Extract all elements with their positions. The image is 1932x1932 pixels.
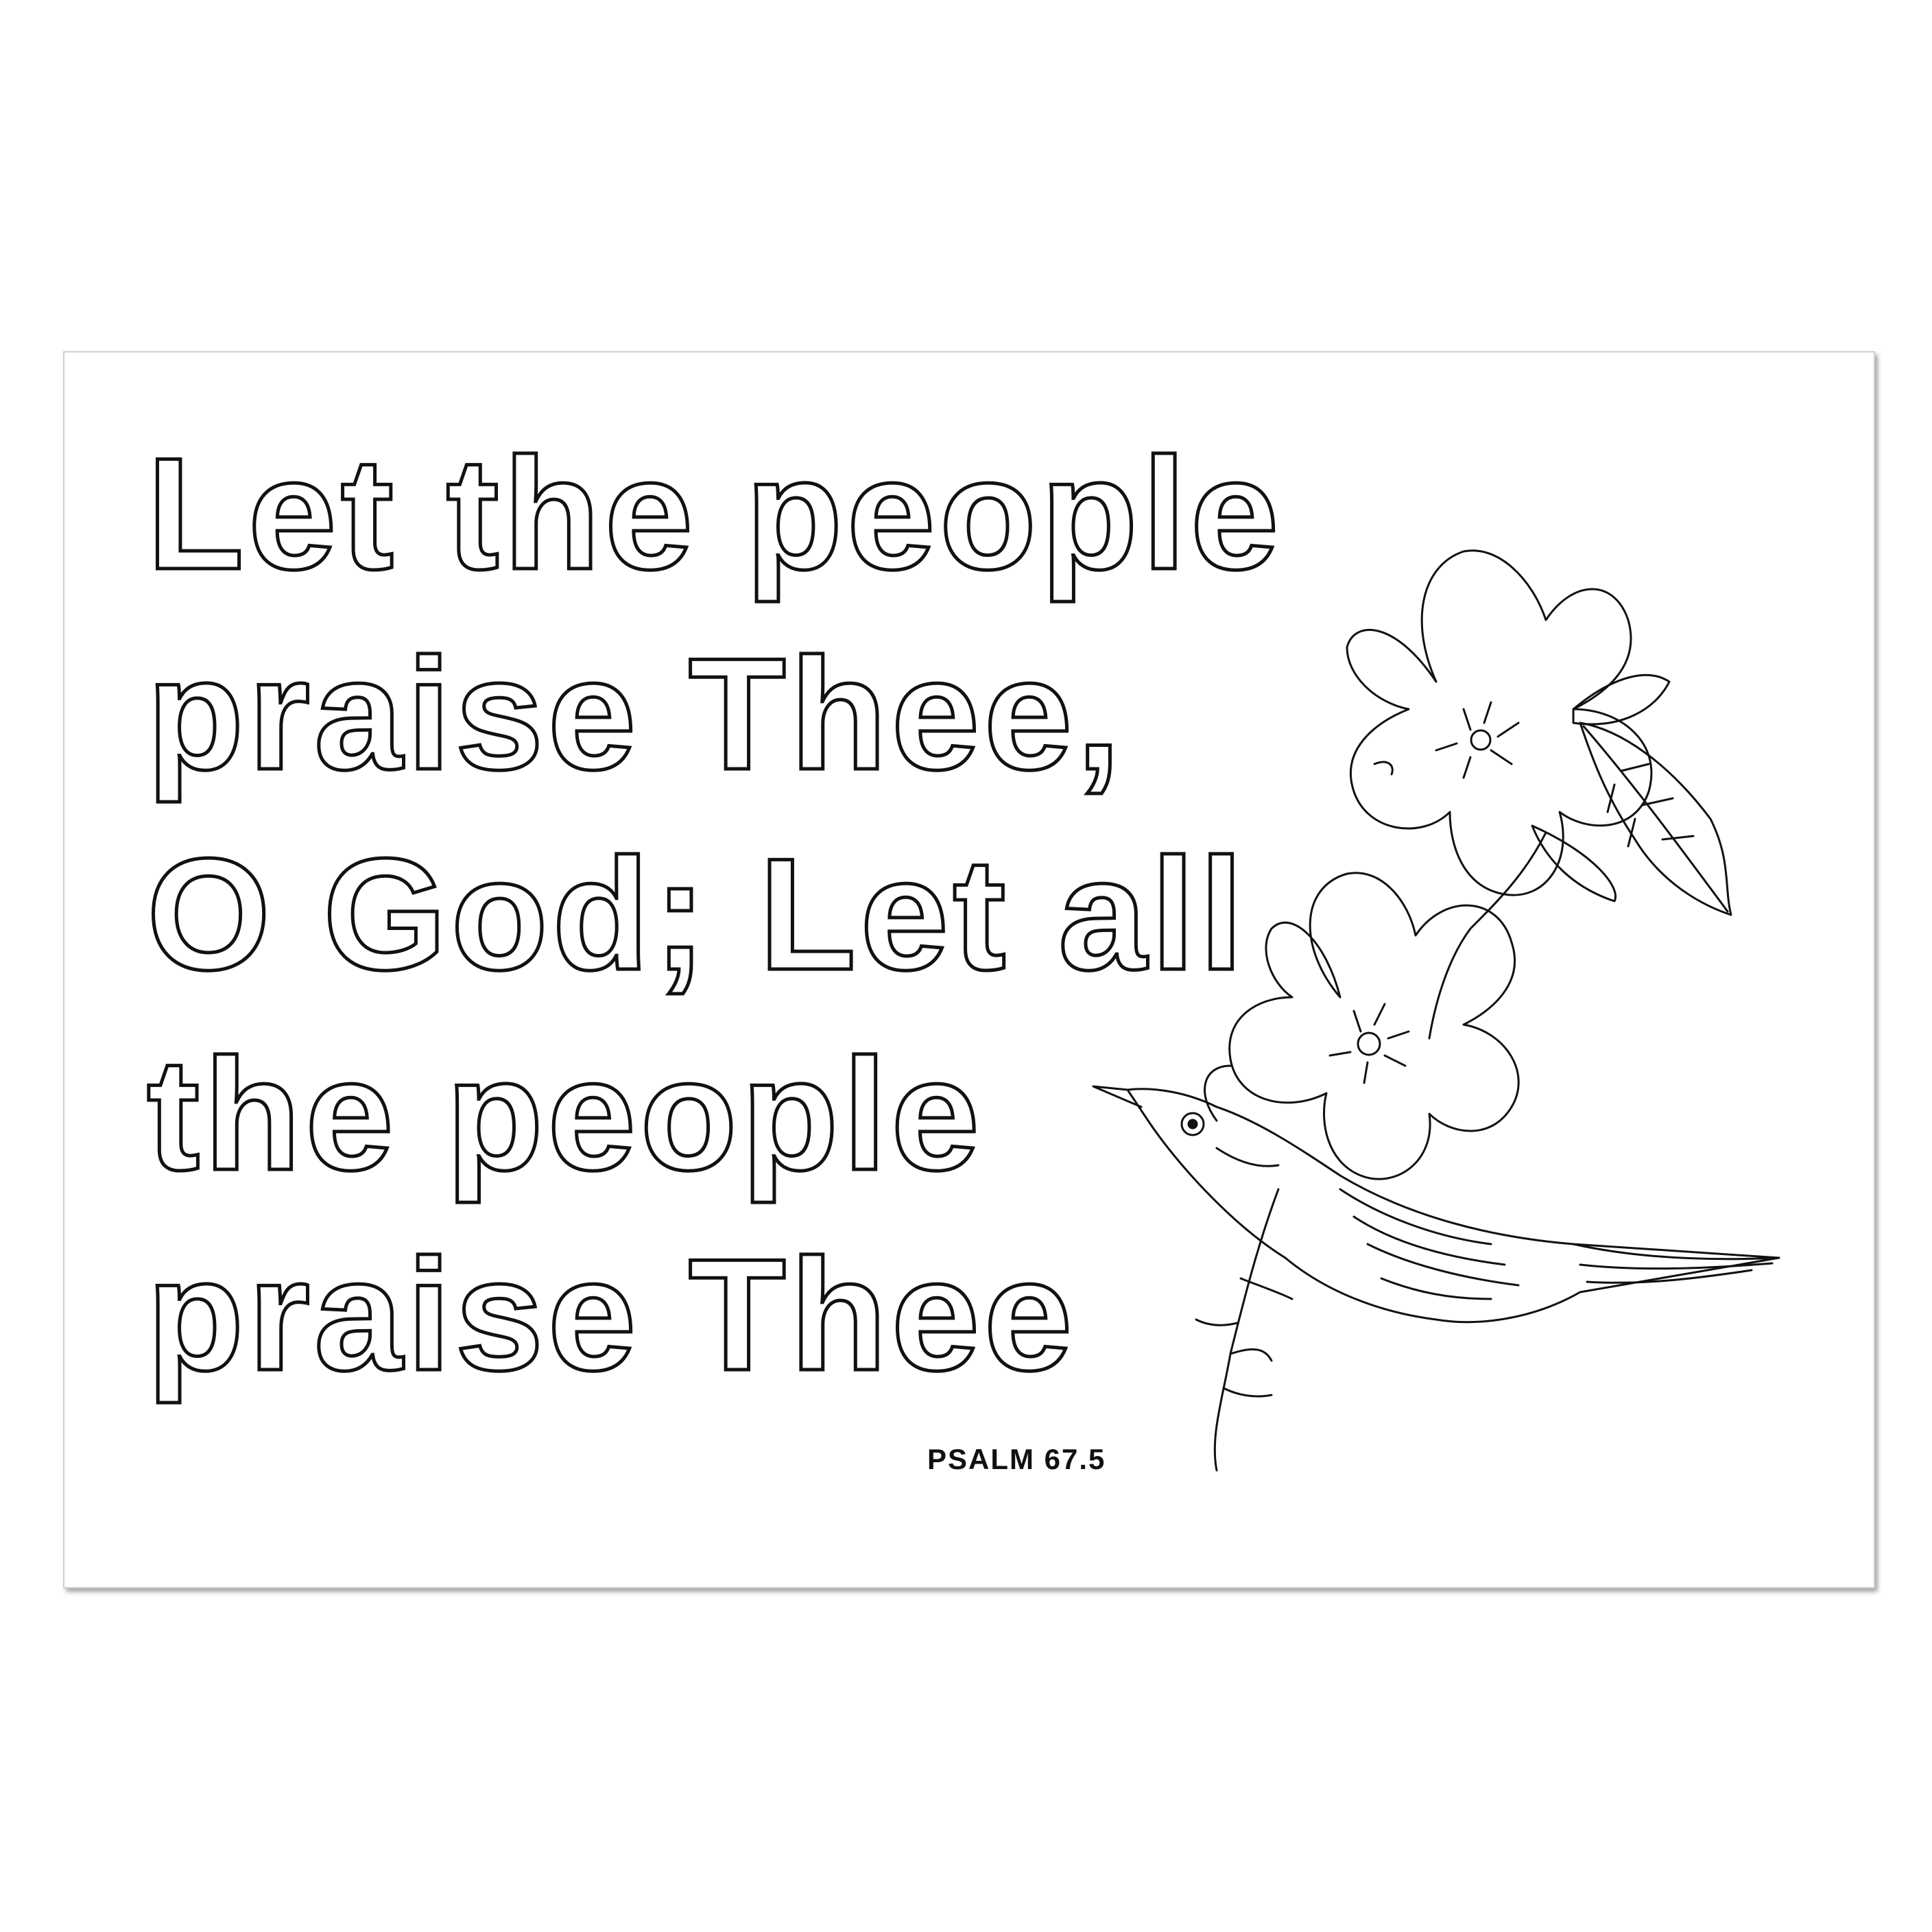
bird-icon <box>1093 1086 1779 1322</box>
bird-on-flowering-branch-icon <box>1052 503 1855 1477</box>
verse-line-5: praise Thee <box>147 1226 1077 1404</box>
verse-line-4: the people <box>147 1026 984 1204</box>
branch-stem-icon <box>1429 833 1546 1038</box>
twig-icon <box>1215 1189 1292 1470</box>
leaf-icon <box>1532 675 1731 915</box>
coloring-card <box>63 351 1875 1588</box>
verse-line-3: O God; Let all <box>147 826 1248 1003</box>
verse-line-1: Let the people <box>147 425 1283 603</box>
verse-line-2: praise Thee, <box>147 625 1125 803</box>
lower-flower-icon <box>1205 873 1519 1179</box>
scripture-reference: PSALM 67.5 <box>927 1443 1106 1475</box>
